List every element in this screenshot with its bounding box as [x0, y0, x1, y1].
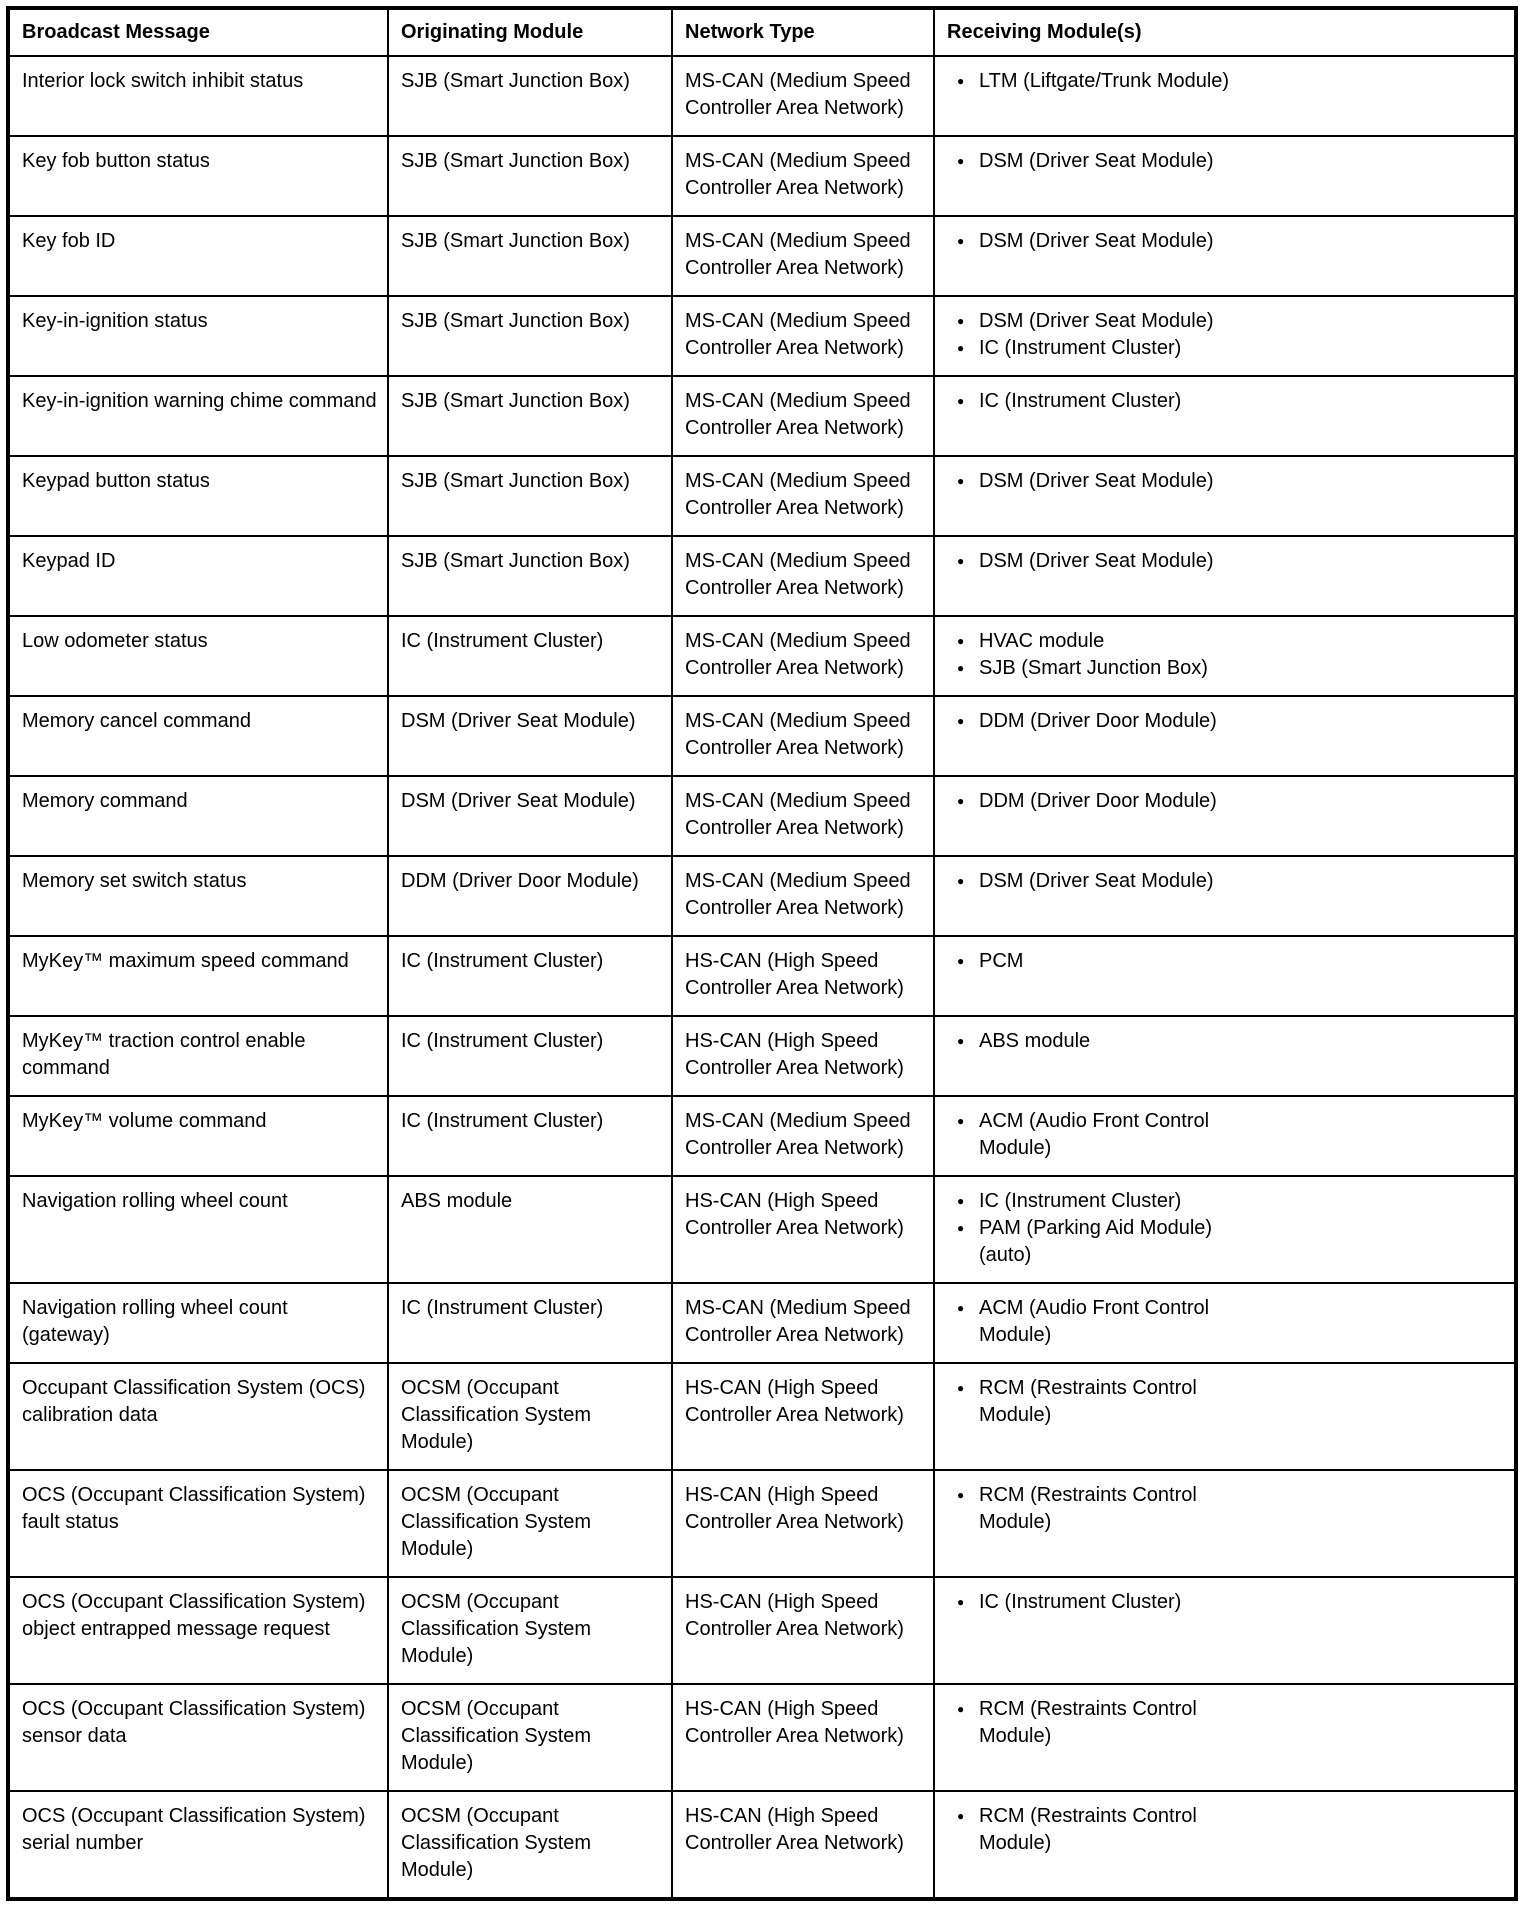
- originating-module-cell: OCSM (Occupant Classification System Module): [388, 1791, 672, 1899]
- network-type-cell: HS-CAN (High Speed Controller Area Network): [672, 1684, 934, 1791]
- table-row: [8, 456, 1516, 536]
- broadcast-message-cell: Key-in-ignition status: [8, 296, 388, 376]
- table-row: [8, 1363, 1516, 1470]
- receiver-label: RCM (Restraints Control Module): [979, 1698, 1197, 1747]
- network-type-cell: HS-CAN (High Speed Controller Area Network): [672, 936, 934, 1016]
- table-row: [8, 1016, 1516, 1096]
- receiver-item: [947, 948, 1504, 975]
- originating-module-cell: SJB (Smart Junction Box): [388, 56, 672, 136]
- originating-module-cell: SJB (Smart Junction Box): [388, 296, 672, 376]
- receiver-item: [947, 1375, 1504, 1429]
- receiving-modules-cell: [934, 536, 1516, 616]
- receiving-modules-cell: [934, 456, 1516, 536]
- receiver-label: RCM (Restraints Control Module): [979, 1377, 1197, 1426]
- receiver-item: [947, 228, 1504, 255]
- bullet-icon: ●: [957, 394, 965, 408]
- table-row: [8, 376, 1516, 456]
- bullet-icon: ●: [957, 154, 965, 168]
- bullet-icon: ●: [957, 954, 965, 968]
- table-row: [8, 296, 1516, 376]
- network-type-cell: MS-CAN (Medium Speed Controller Area Network): [672, 216, 934, 296]
- receiving-modules-cell: [934, 136, 1516, 216]
- receiver-label: PAM (Parking Aid Module) (auto): [979, 1217, 1213, 1266]
- receiving-modules-cell: [934, 56, 1516, 136]
- table-header: [8, 8, 1516, 56]
- receiver-item: [947, 1215, 1504, 1269]
- receiver-item: [947, 335, 1504, 362]
- column-header-receiving-module-s: Receiving Module(s): [934, 8, 1516, 56]
- receiving-modules-cell: [934, 616, 1516, 696]
- table-row: [8, 696, 1516, 776]
- bullet-icon: ●: [957, 794, 965, 808]
- table-row: [8, 136, 1516, 216]
- originating-module-cell: IC (Instrument Cluster): [388, 1283, 672, 1363]
- broadcast-message-cell: Key-in-ignition warning chime command: [8, 376, 388, 456]
- broadcast-message-cell: MyKey™ volume command: [8, 1096, 388, 1176]
- receiving-modules-cell: [934, 1283, 1516, 1363]
- bullet-icon: ●: [957, 1194, 965, 1208]
- receiver-label: DSM (Driver Seat Module): [979, 870, 1214, 892]
- header-row: [8, 8, 1516, 56]
- receiver-label: RCM (Restraints Control Module): [979, 1484, 1197, 1533]
- network-type-cell: MS-CAN (Medium Speed Controller Area Network): [672, 696, 934, 776]
- network-type-cell: HS-CAN (High Speed Controller Area Network): [672, 1176, 934, 1283]
- receiver-label: HVAC module: [979, 630, 1105, 652]
- originating-module-cell: OCSM (Occupant Classification System Module): [388, 1577, 672, 1684]
- bullet-icon: ●: [957, 1221, 965, 1235]
- receiver-item: [947, 1295, 1504, 1349]
- receiver-item: [947, 868, 1504, 895]
- table-row: [8, 1577, 1516, 1684]
- bullet-icon: ●: [957, 1301, 965, 1315]
- originating-module-cell: OCSM (Occupant Classification System Module): [388, 1363, 672, 1470]
- broadcast-message-cell: Memory set switch status: [8, 856, 388, 936]
- bullet-icon: ●: [957, 1381, 965, 1395]
- network-type-cell: MS-CAN (Medium Speed Controller Area Network): [672, 1283, 934, 1363]
- originating-module-cell: ABS module: [388, 1176, 672, 1283]
- receiving-modules-cell: [934, 376, 1516, 456]
- receiver-item: [947, 628, 1504, 655]
- originating-module-cell: IC (Instrument Cluster): [388, 1096, 672, 1176]
- bullet-icon: ●: [957, 341, 965, 355]
- broadcast-message-cell: Keypad button status: [8, 456, 388, 536]
- receiver-item: [947, 68, 1504, 95]
- receiving-modules-cell: [934, 296, 1516, 376]
- receiver-item: [947, 1482, 1504, 1536]
- receiving-modules-cell: [934, 1096, 1516, 1176]
- originating-module-cell: SJB (Smart Junction Box): [388, 216, 672, 296]
- receiving-modules-cell: [934, 1791, 1516, 1899]
- receiver-label: RCM (Restraints Control Module): [979, 1805, 1197, 1854]
- network-type-cell: MS-CAN (Medium Speed Controller Area Network): [672, 616, 934, 696]
- table-row: [8, 1096, 1516, 1176]
- table-row: [8, 536, 1516, 616]
- originating-module-cell: IC (Instrument Cluster): [388, 1016, 672, 1096]
- receiving-modules-cell: [934, 1363, 1516, 1470]
- broadcast-message-cell: MyKey™ maximum speed command: [8, 936, 388, 1016]
- receiving-modules-cell: [934, 696, 1516, 776]
- broadcast-message-cell: MyKey™ traction control enable command: [8, 1016, 388, 1096]
- broadcast-message-cell: OCS (Occupant Classification System) sensor data: [8, 1684, 388, 1791]
- table-row: [8, 1283, 1516, 1363]
- originating-module-cell: DDM (Driver Door Module): [388, 856, 672, 936]
- table-row: [8, 616, 1516, 696]
- network-type-cell: HS-CAN (High Speed Controller Area Network): [672, 1791, 934, 1899]
- table-row: [8, 56, 1516, 136]
- receiver-label: DSM (Driver Seat Module): [979, 230, 1214, 252]
- bullet-icon: ●: [957, 474, 965, 488]
- receiver-item: [947, 655, 1504, 682]
- receiver-item: [947, 148, 1504, 175]
- receiver-item: [947, 548, 1504, 575]
- bullet-icon: ●: [957, 1809, 965, 1823]
- receiving-modules-cell: [934, 936, 1516, 1016]
- receiving-modules-cell: [934, 1684, 1516, 1791]
- receiver-label: PCM: [979, 950, 1024, 972]
- receiver-label: IC (Instrument Cluster): [979, 1591, 1182, 1613]
- broadcast-message-cell: OCS (Occupant Classification System) object entrapped message request: [8, 1577, 388, 1684]
- receiver-label: LTM (Liftgate/Trunk Module): [979, 70, 1230, 92]
- table-row: [8, 1684, 1516, 1791]
- network-type-cell: MS-CAN (Medium Speed Controller Area Network): [672, 456, 934, 536]
- receiver-label: IC (Instrument Cluster): [979, 1190, 1182, 1212]
- bullet-icon: ●: [957, 1702, 965, 1716]
- broadcast-message-cell: Memory command: [8, 776, 388, 856]
- bullet-icon: ●: [957, 714, 965, 728]
- broadcast-message-cell: Interior lock switch inhibit status: [8, 56, 388, 136]
- receiver-label: DSM (Driver Seat Module): [979, 550, 1214, 572]
- originating-module-cell: DSM (Driver Seat Module): [388, 776, 672, 856]
- receiving-modules-cell: [934, 1016, 1516, 1096]
- broadcast-message-cell: Occupant Classification System (OCS) calibration data: [8, 1363, 388, 1470]
- table-row: [8, 776, 1516, 856]
- bullet-icon: ●: [957, 1114, 965, 1128]
- originating-module-cell: OCSM (Occupant Classification System Module): [388, 1470, 672, 1577]
- table-body: [8, 56, 1516, 1899]
- receiver-item: [947, 1803, 1504, 1857]
- originating-module-cell: SJB (Smart Junction Box): [388, 456, 672, 536]
- receiver-label: SJB (Smart Junction Box): [979, 657, 1208, 679]
- receiving-modules-cell: [934, 776, 1516, 856]
- bullet-icon: ●: [957, 874, 965, 888]
- receiver-label: DDM (Driver Door Module): [979, 710, 1217, 732]
- column-header-network-type: Network Type: [672, 8, 934, 56]
- receiving-modules-cell: [934, 216, 1516, 296]
- originating-module-cell: OCSM (Occupant Classification System Module): [388, 1684, 672, 1791]
- broadcast-message-cell: Keypad ID: [8, 536, 388, 616]
- bullet-icon: ●: [957, 1488, 965, 1502]
- network-type-cell: HS-CAN (High Speed Controller Area Network): [672, 1016, 934, 1096]
- broadcast-message-cell: OCS (Occupant Classification System) fault status: [8, 1470, 388, 1577]
- broadcast-message-cell: Navigation rolling wheel count: [8, 1176, 388, 1283]
- broadcast-message-cell: OCS (Occupant Classification System) serial number: [8, 1791, 388, 1899]
- broadcast-messages-table: [6, 6, 1518, 1901]
- bullet-icon: ●: [957, 234, 965, 248]
- column-header-originating-module: Originating Module: [388, 8, 672, 56]
- originating-module-cell: SJB (Smart Junction Box): [388, 376, 672, 456]
- receiver-item: [947, 1696, 1504, 1750]
- broadcast-message-cell: Navigation rolling wheel count (gateway): [8, 1283, 388, 1363]
- broadcast-message-cell: Memory cancel command: [8, 696, 388, 776]
- receiver-item: [947, 388, 1504, 415]
- network-type-cell: HS-CAN (High Speed Controller Area Network): [672, 1363, 934, 1470]
- network-type-cell: MS-CAN (Medium Speed Controller Area Network): [672, 1096, 934, 1176]
- table-row: [8, 936, 1516, 1016]
- originating-module-cell: IC (Instrument Cluster): [388, 616, 672, 696]
- receiving-modules-cell: [934, 856, 1516, 936]
- broadcast-message-cell: Low odometer status: [8, 616, 388, 696]
- network-type-cell: MS-CAN (Medium Speed Controller Area Network): [672, 56, 934, 136]
- originating-module-cell: SJB (Smart Junction Box): [388, 136, 672, 216]
- receiving-modules-cell: [934, 1176, 1516, 1283]
- receiver-item: [947, 1028, 1504, 1055]
- originating-module-cell: SJB (Smart Junction Box): [388, 536, 672, 616]
- broadcast-message-cell: Key fob ID: [8, 216, 388, 296]
- column-header-broadcast-message: Broadcast Message: [8, 8, 388, 56]
- receiver-label: ABS module: [979, 1030, 1091, 1052]
- broadcast-message-cell: Key fob button status: [8, 136, 388, 216]
- table-row: [8, 1791, 1516, 1899]
- receiver-label: ACM (Audio Front Control Module): [979, 1297, 1210, 1346]
- receiver-label: DSM (Driver Seat Module): [979, 470, 1214, 492]
- receiver-label: IC (Instrument Cluster): [979, 337, 1182, 359]
- bullet-icon: ●: [957, 634, 965, 648]
- receiver-item: [947, 308, 1504, 335]
- receiver-label: DDM (Driver Door Module): [979, 790, 1217, 812]
- network-type-cell: HS-CAN (High Speed Controller Area Network): [672, 1470, 934, 1577]
- receiver-item: [947, 468, 1504, 495]
- bullet-icon: ●: [957, 74, 965, 88]
- originating-module-cell: DSM (Driver Seat Module): [388, 696, 672, 776]
- network-type-cell: HS-CAN (High Speed Controller Area Network): [672, 1577, 934, 1684]
- originating-module-cell: IC (Instrument Cluster): [388, 936, 672, 1016]
- receiver-item: [947, 1188, 1504, 1215]
- table-row: [8, 1176, 1516, 1283]
- network-type-cell: MS-CAN (Medium Speed Controller Area Network): [672, 376, 934, 456]
- receiver-label: DSM (Driver Seat Module): [979, 150, 1214, 172]
- bullet-icon: ●: [957, 661, 965, 675]
- table-row: [8, 216, 1516, 296]
- receiver-item: [947, 708, 1504, 735]
- table-row: [8, 856, 1516, 936]
- receiving-modules-cell: [934, 1577, 1516, 1684]
- receiver-item: [947, 1108, 1504, 1162]
- bullet-icon: ●: [957, 314, 965, 328]
- network-type-cell: MS-CAN (Medium Speed Controller Area Network): [672, 776, 934, 856]
- network-type-cell: MS-CAN (Medium Speed Controller Area Network): [672, 856, 934, 936]
- bullet-icon: ●: [957, 554, 965, 568]
- receiver-label: DSM (Driver Seat Module): [979, 310, 1214, 332]
- receiver-item: [947, 1589, 1504, 1616]
- receiver-label: ACM (Audio Front Control Module): [979, 1110, 1210, 1159]
- receiver-label: IC (Instrument Cluster): [979, 390, 1182, 412]
- bullet-icon: ●: [957, 1034, 965, 1048]
- receiving-modules-cell: [934, 1470, 1516, 1577]
- network-type-cell: MS-CAN (Medium Speed Controller Area Network): [672, 136, 934, 216]
- table-row: [8, 1470, 1516, 1577]
- receiver-item: [947, 788, 1504, 815]
- network-type-cell: MS-CAN (Medium Speed Controller Area Network): [672, 536, 934, 616]
- bullet-icon: ●: [957, 1595, 965, 1609]
- network-type-cell: MS-CAN (Medium Speed Controller Area Network): [672, 296, 934, 376]
